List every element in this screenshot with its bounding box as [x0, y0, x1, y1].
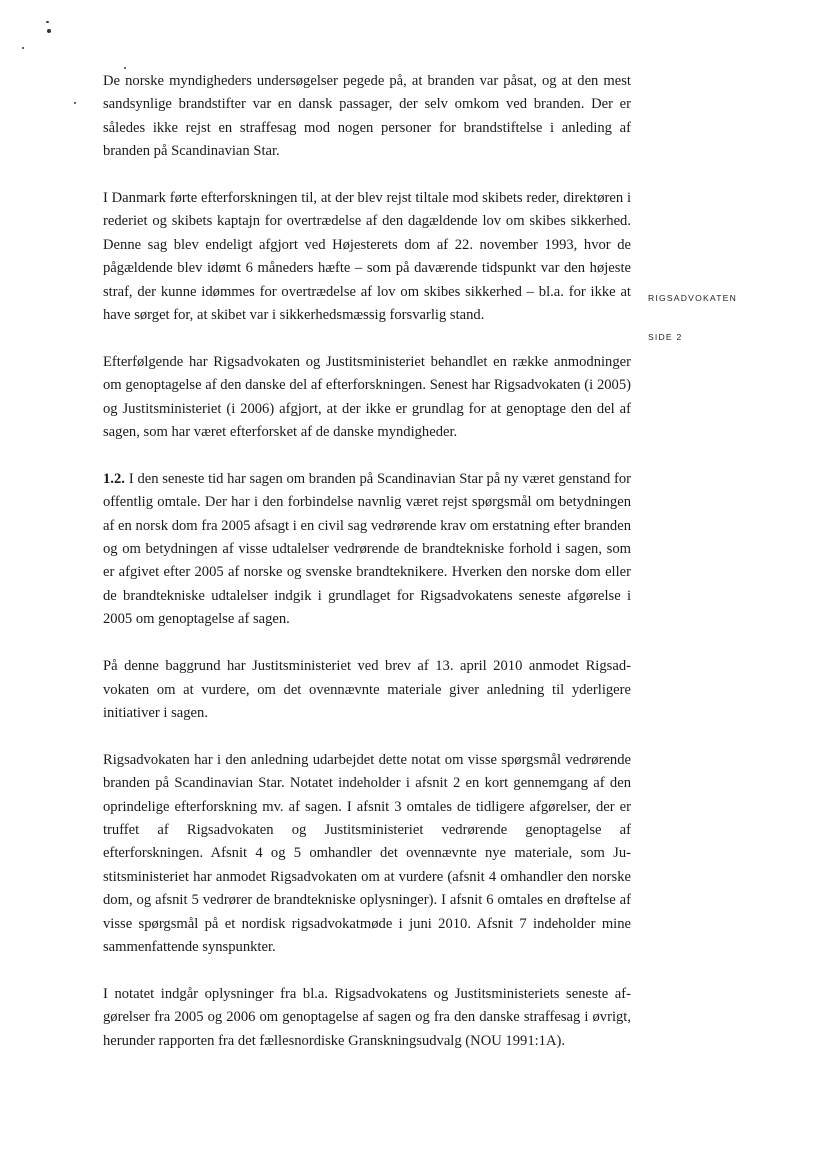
scan-speck — [47, 29, 51, 33]
scan-speck — [74, 102, 76, 104]
paragraph-memo-sources: I notatet indgår oplysninger fra bl.a. Rigsadvokatens og Justitsministeriets seneste afgørelser fra 2005 og 2006 om genoptagelse af sagen og fra den danske straffesag i øvrigt, herunder rapporten fra det fællesnordiske Granskningsudvalg (NOU 1991:1A). — [103, 985, 631, 1049]
paragraph-danish-prosecution: I Danmark førte efterforskningen til, at der blev rejst tiltale mod skibets reder, direktøren i rederiet og skibets kaptajn for overtrædelse af den dagældende lov om skibes sikkerhed. Denne sag blev endeligt afgjort ved Højesterets dom af 22. november 1993, hvor de pågældende blev idømt 6 måneders hæfte – som på daværende tidspunkt var den højeste straf, der kunne idømmes for overtrædelse af lov om skibes sikkerhed – bl.a. for ikke at have sørget for, at skibet var i sikkerhedsmæssig forsvarlig stand. — [103, 190, 631, 324]
paragraph-reopening-requests: Efterfølgende har Rigsadvokaten og Justitsministeriet behandlet en række anmodninger om genoptagelse af den danske del af efterforskningen. Senest har Rigsadvokaten (i 2005) og Justitsministeriet (i 2006) afgjort, at der ikke er grundlag for at genoptage den del af sagen, som har været efterforsket af de danske myndigheder. — [103, 353, 631, 441]
page-number-label: SIDE 2 — [648, 332, 683, 342]
section-text: I den seneste tid har sagen om branden på Scandinavian Star på ny været genstand for offentlig omtale. Der har i den forbindelse navnlig været rejst spørgsmål om betydningen af en norsk dom fra 2005 afsagt i en civil sag vedrørende krav om erstatning efter branden og om betydningen af visse udtalelser vedrørende de brandtekniske forhold i sagen, som er afgivet efter 2005 af norske og svenske brandteknikere. Hverken den norske dom eller de brandtekniske udtalelser indgik i grundlaget for Rigsadvokatens seneste afgørelse i 2005 om genoptagelse af sagen. — [103, 470, 631, 628]
paragraph-section-1-2 — [103, 468, 631, 632]
scan-speck — [124, 67, 126, 69]
scan-speck — [46, 21, 49, 23]
section-number: 1.2. — [103, 470, 125, 487]
document-body — [103, 70, 631, 1053]
scan-speck — [22, 47, 24, 49]
paragraph-memo-outline: Rigsadvokaten har i den anledning udarbejdet dette notat om visse spørgsmål vedrørende branden på Scandinavian Star. Notatet indeholder i afsnit 2 en kort gennemgang af den oprindelige efterforskning mv. af sagen. I afsnit 3 omtales de tidligere afgørelser, der er truffet af Rigsadvokaten og Justitsministeriet vedrørende genoptagelse af efterforskningen. Afsnit 4 og 5 omhandler det ovennævnte nye materiale, som Justitsministeriet har anmodet Rigsadvokaten om at vurdere (afsnit 4 omhandler den norske dom, og afsnit 5 vedrører de brandtekniske oplysninger). I afsnit 6 omtales en drøftelse af visse spørgsmål på et nordisk rigsadvokatmøde i juni 2010. Afsnit 7 indeholder mine sammenfattende synspunkter. — [103, 751, 631, 955]
paragraph-investigation-findings: De norske myndigheders undersøgelser pegede på, at branden var påsat, og at den mest sandsynlige brandstifter var en dansk passager, der selv omkom ved branden. Der er således ikke rejst en straffesag mod nogen personer for brandstiftelse i anleding af branden på Scandinavian Star. — [103, 73, 631, 160]
paragraph-ministry-request: På denne baggrund har Justitsministeriet ved brev af 13. april 2010 anmodet Rigsadvokaten om at vurdere, om det ovennævnte materiale giver anledning til yderligere initiativer i sagen. — [103, 658, 631, 721]
office-label: RIGSADVOKATEN — [648, 293, 737, 303]
